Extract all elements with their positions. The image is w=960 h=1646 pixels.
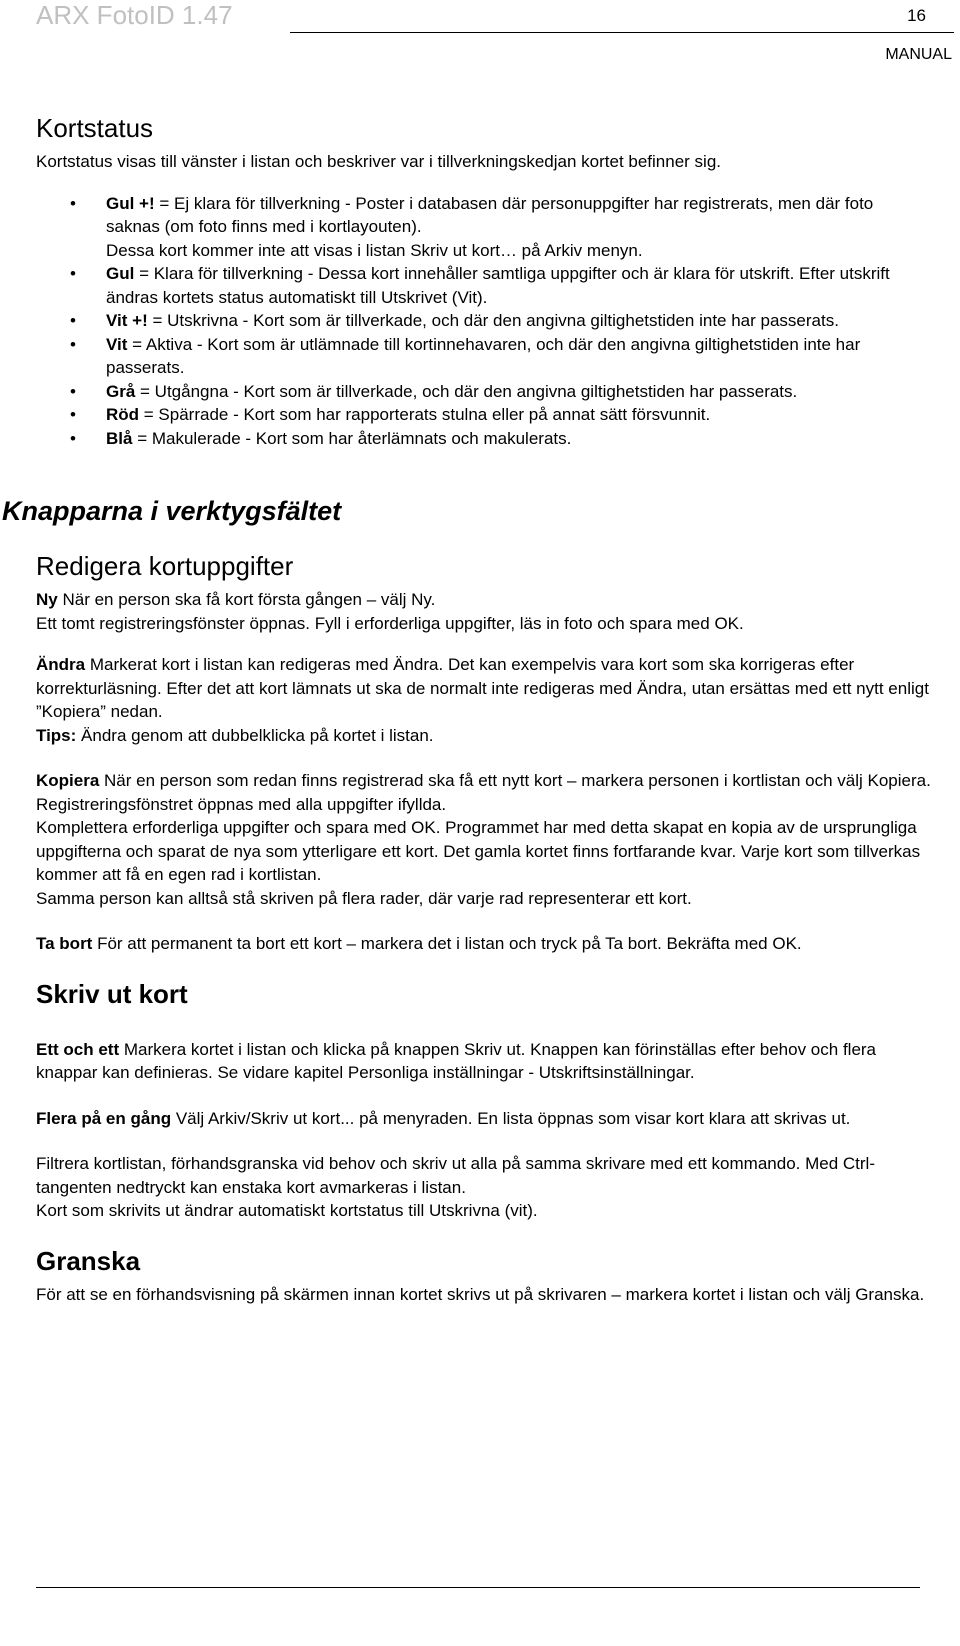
- ny-paragraph: [36, 588, 931, 635]
- tips-text: Ändra genom att dubbelklicka på kortet i listan.: [76, 725, 434, 745]
- status-description: = Klara för tillverkning - Dessa kort innehåller samtliga uppgifter och är klara för utskrift. Efter utskrift ändras kortets status automatiskt till Utskrivet (Vit).: [106, 264, 890, 307]
- skriv-heading: Skriv ut kort: [36, 978, 188, 1009]
- status-term: Röd: [106, 405, 140, 424]
- ny-line2: Ett tomt registreringsfönster öppnas. Fyll i erforderliga uppgifter, läs in foto och spara med OK.: [36, 613, 744, 633]
- andra-term: Ändra: [36, 655, 86, 674]
- document-header-title: ARX FotoID 1.47: [36, 0, 233, 30]
- filter-paragraph: [36, 1152, 931, 1223]
- manual-label: MANUAL: [885, 46, 952, 63]
- toolbar-section-heading: Knapparna i verktygsfältet: [2, 496, 342, 526]
- tabort-text: För att permanent ta bort ett kort – markera det i listan och tryck på Ta bort. Bekräfta med OK.: [92, 934, 802, 953]
- flera-text: Välj Arkiv/Skriv ut kort... på menyraden. En lista öppnas som visar kort klara att skrivas ut.: [171, 1108, 851, 1128]
- kopiera-text: När en person som redan finns registrerad ska få ett nytt kort – markera personen i kortlistan och välj Kopiera. Registreringsfönstret öppnas med alla uppgifter ifyllda.: [36, 771, 931, 814]
- status-description: = Utskrivna - Kort som är tillverkade, och där den angivna giltighetstiden inte har passerats.: [147, 311, 839, 330]
- status-item-rod: [36, 403, 931, 427]
- ett-text: Markera kortet i listan och klicka på knappen Skriv ut. Knappen kan förinställas efter behov och flera knappar kan definieras. Se vidare kapitel Personliga inställningar - Utskriftsinställningar.: [36, 1039, 877, 1082]
- ny-term: Ny: [36, 590, 58, 609]
- kortstatus-list: [36, 192, 931, 451]
- status-item-bla: [36, 427, 931, 451]
- filter-line1: Filtrera kortlistan, förhandsgranska vid behov och skriv ut alla på samma skrivare med ett kommando. Med Ctrl-tangenten nedtryckt kan enstaka kort avmarkeras i listan.: [36, 1154, 875, 1197]
- flera-paragraph: [36, 1107, 931, 1131]
- status-item-gul-plus: [36, 192, 931, 263]
- status-extra: Dessa kort kommer inte att visas i listan Skriv ut kort… på Arkiv menyn.: [106, 240, 643, 260]
- status-item-gra: [36, 380, 931, 404]
- filter-line2: Kort som skrivits ut ändrar automatiskt kortstatus till Utskrivna (vit).: [36, 1201, 538, 1220]
- ett-term: Ett och ett: [36, 1039, 120, 1059]
- tabort-term: Ta bort: [36, 934, 93, 953]
- status-item-gul: [36, 262, 931, 309]
- andra-paragraph: [36, 653, 931, 747]
- status-description: = Ej klara för tillverkning - Poster i databasen där personuppgifter har registrerats, men där foto saknas (om foto finns med i kortlayouten).: [106, 193, 874, 236]
- granska-text: För att se en förhandsvisning på skärmen innan kortet skrivs ut på skrivaren – markera kortet i listan och välj Granska.: [36, 1284, 925, 1304]
- kortstatus-intro: Kortstatus visas till vänster i listan och beskriver var i tillverkningskedjan kortet befinner sig.: [36, 152, 722, 171]
- status-item-vit: [36, 333, 931, 380]
- granska-heading: Granska: [36, 1245, 141, 1276]
- status-term: Grå: [106, 381, 136, 401]
- status-description: = Aktiva - Kort som är utlämnade till kortinnehavaren, och där den angivna giltighetstiden inte har passerats.: [106, 334, 861, 377]
- tips-term: Tips:: [36, 725, 77, 745]
- footer-rule: [36, 1587, 920, 1588]
- ett-och-ett-paragraph: [36, 1038, 931, 1085]
- status-description: = Makulerade - Kort som har återlämnats och makulerats.: [132, 428, 572, 448]
- page-number: 16: [907, 6, 926, 25]
- status-term: Gul: [106, 264, 135, 283]
- status-item-vit-plus: [36, 309, 931, 333]
- flera-term: Flera på en gång: [36, 1108, 172, 1128]
- status-term: Vit +!: [106, 311, 148, 330]
- status-description: = Utgångna - Kort som är tillverkade, och där den angivna giltighetstiden har passerats.: [135, 381, 798, 401]
- status-term: Blå: [106, 428, 133, 448]
- kortstatus-heading: Kortstatus: [36, 113, 154, 143]
- andra-text: Markerat kort i listan kan redigeras med Ändra. Det kan exempelvis vara kort som ska korrigeras efter korrekturläsning. Efter det att kort lämnats ut ska de normalt inte redigeras med Ändra, utan ersättas med ett nytt enligt ”Kopiera” nedan.: [36, 655, 929, 721]
- header-rule: [290, 32, 954, 33]
- redigera-heading: Redigera kortuppgifter: [36, 551, 294, 581]
- tabort-paragraph: [36, 932, 931, 956]
- page-body: [2, 112, 931, 1306]
- kopiera-term: Kopiera: [36, 771, 100, 790]
- status-term: Gul +!: [106, 193, 155, 213]
- kopiera-paragraph: [36, 769, 931, 910]
- status-term: Vit: [106, 334, 128, 354]
- status-description: = Spärrade - Kort som har rapporterats stulna eller på annat sätt försvunnit.: [139, 405, 711, 424]
- kopiera-line2: Komplettera erforderliga uppgifter och spara med OK. Programmet har med detta skapat en kopia av de ursprungliga uppgifterna och sparat de nya som ytterligare ett kort. Det gamla kortet finns fortfarande kvar. Varje kort som tillverkas kommer att få en egen rad i kortlistan.: [36, 818, 921, 884]
- ny-text: När en person ska få kort första gången – välj Ny.: [57, 590, 436, 609]
- kopiera-line3: Samma person kan alltså stå skriven på flera rader, där varje rad representerar ett kort.: [36, 888, 692, 908]
